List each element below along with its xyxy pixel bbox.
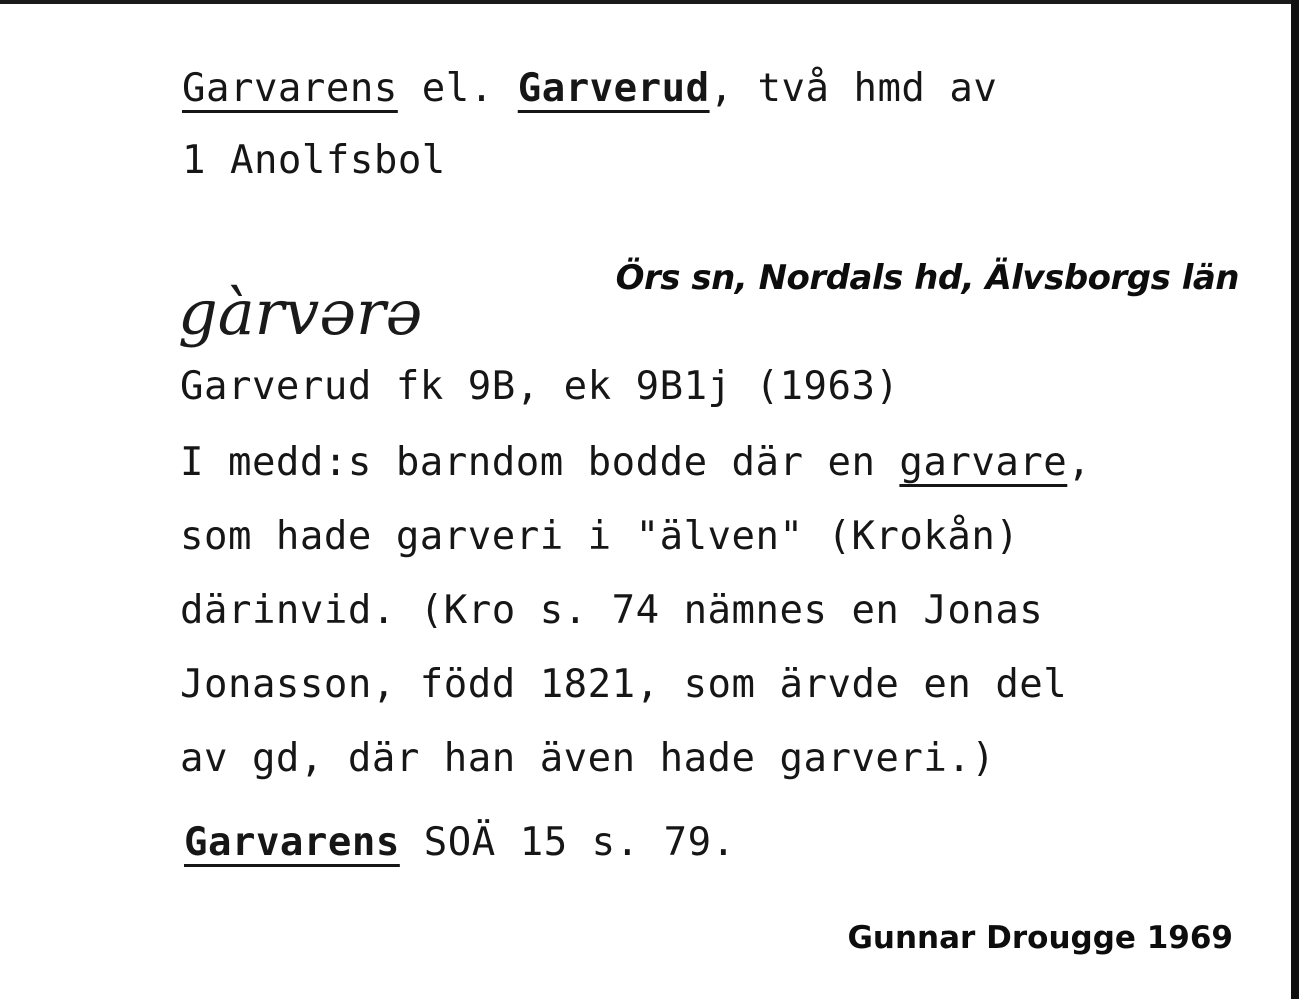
card-top-edge [0,0,1299,4]
line-4-end: , [1067,440,1092,485]
source-name-garvarens: Garvarens [184,820,400,865]
pronunciation-text: gàrvərə [178,276,423,349]
card-line-6: därinvid. (Kro s. 74 nämnes en Jonas [180,588,1044,633]
place-name-garvarens: Garvarens [182,66,398,111]
card-right-edge [1291,0,1299,999]
card-line-1 [182,66,997,112]
line-1-rest: , två hmd av [709,66,998,111]
card-line-3: Garverud fk 9B, ek 9B1j (1963) [180,364,900,409]
place-name-garverud: Garverud [517,66,710,111]
signature: Gunnar Drougge 1969 [847,920,1233,956]
word-garvare: garvare [899,440,1068,485]
card-line-4 [180,440,1091,486]
card-line-8: av gd, där han även hade garveri.) [180,736,996,781]
line-1-separator: el. [397,66,518,111]
card-line-2: 1 Anolfsbol [182,138,446,183]
line-4-start: I medd:s barndom bodde där en [180,440,900,485]
card-line-7: Jonasson, född 1821, som ärvde en del [180,662,1068,707]
location-header: Örs sn, Nordals hd, Älvsborgs län [615,258,1239,298]
card-line-5: som hade garveri i "älven" (Krokån) [180,514,1020,559]
pronunciation-handwriting [172,262,542,362]
card-line-9 [184,820,736,866]
source-reference: SOÄ 15 s. 79. [399,820,736,865]
